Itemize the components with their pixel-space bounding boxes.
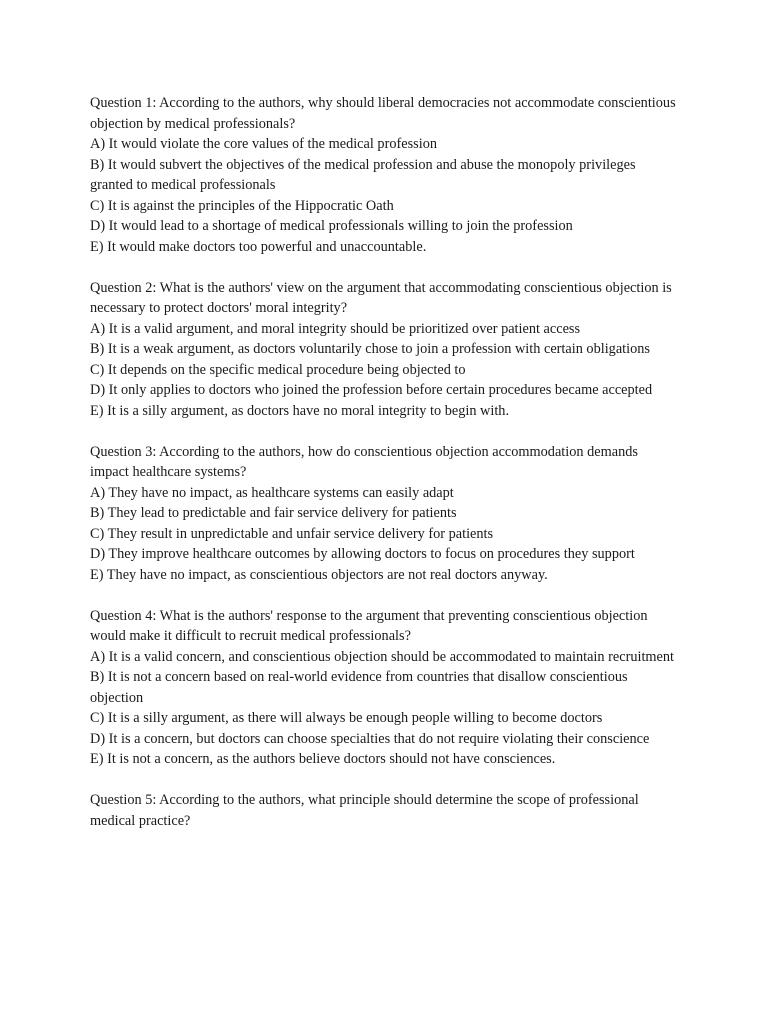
question-2 [90,278,680,422]
question-text: Question 4: What is the authors' response to the argument that preventing conscientious objection would make it difficult to recruit medical professionals? [90,607,648,644]
answer-option: E) It would make doctors too powerful and unaccountable. [90,238,427,255]
question-4 [90,606,680,770]
answer-option: A) It would violate the core values of the medical profession [90,136,437,152]
answer-option: B) It is not a concern based on real-world evidence from countries that disallow conscientious objection [90,669,628,706]
answer-option: D) They improve healthcare outcomes by allowing doctors to focus on procedures they support [90,546,635,562]
answer-option: E) It is a silly argument, as doctors have no moral integrity to begin with. [90,402,510,419]
question-1 [90,93,680,257]
answer-option: C) They result in unpredictable and unfair service delivery for patients [90,525,494,542]
question-3 [90,442,680,586]
answer-option: D) It only applies to doctors who joined the profession before certain procedures became accepted [90,382,653,398]
question-text: Question 3: According to the authors, how do conscientious objection accommodation demands impact healthcare systems? [90,443,638,480]
answer-option: D) It is a concern, but doctors can choose specialties that do not require violating their conscience [90,730,650,747]
answer-option: A) They have no impact, as healthcare systems can easily adapt [90,484,454,501]
question-text: Question 2: What is the authors' view on the argument that accommodating conscientious objection is necessary to protect doctors' moral integrity? [90,279,672,316]
answer-option: C) It is against the principles of the Hippocratic Oath [90,197,394,214]
answer-option: A) It is a valid argument, and moral integrity should be prioritized over patient access [90,320,581,337]
answer-option: C) It depends on the specific medical procedure being objected to [90,361,466,378]
answer-option: A) It is a valid concern, and conscientious objection should be accommodated to maintain recruitment [90,648,675,665]
answer-option: B) They lead to predictable and fair service delivery for patients [90,505,457,521]
answer-option: B) It would subvert the objectives of the medical profession and abuse the monopoly privileges granted to medical professionals [90,156,636,193]
question-text: Question 5: According to the authors, what principle should determine the scope of professional medical practice? [90,792,639,829]
answer-option: C) It is a silly argument, as there will always be enough people willing to become doctors [90,710,603,726]
answer-option: E) It is not a concern, as the authors believe doctors should not have consciences. [90,751,556,767]
answer-option: E) They have no impact, as conscientious objectors are not real doctors anyway. [90,566,548,583]
answer-option: D) It would lead to a shortage of medical professionals willing to join the profession [90,218,573,234]
document-page [90,93,680,852]
answer-option: B) It is a weak argument, as doctors voluntarily chose to join a profession with certain obligations [90,341,650,357]
question-text: Question 1: According to the authors, why should liberal democracies not accommodate conscientious objection by medical professionals? [90,95,676,132]
question-5 [90,790,680,831]
